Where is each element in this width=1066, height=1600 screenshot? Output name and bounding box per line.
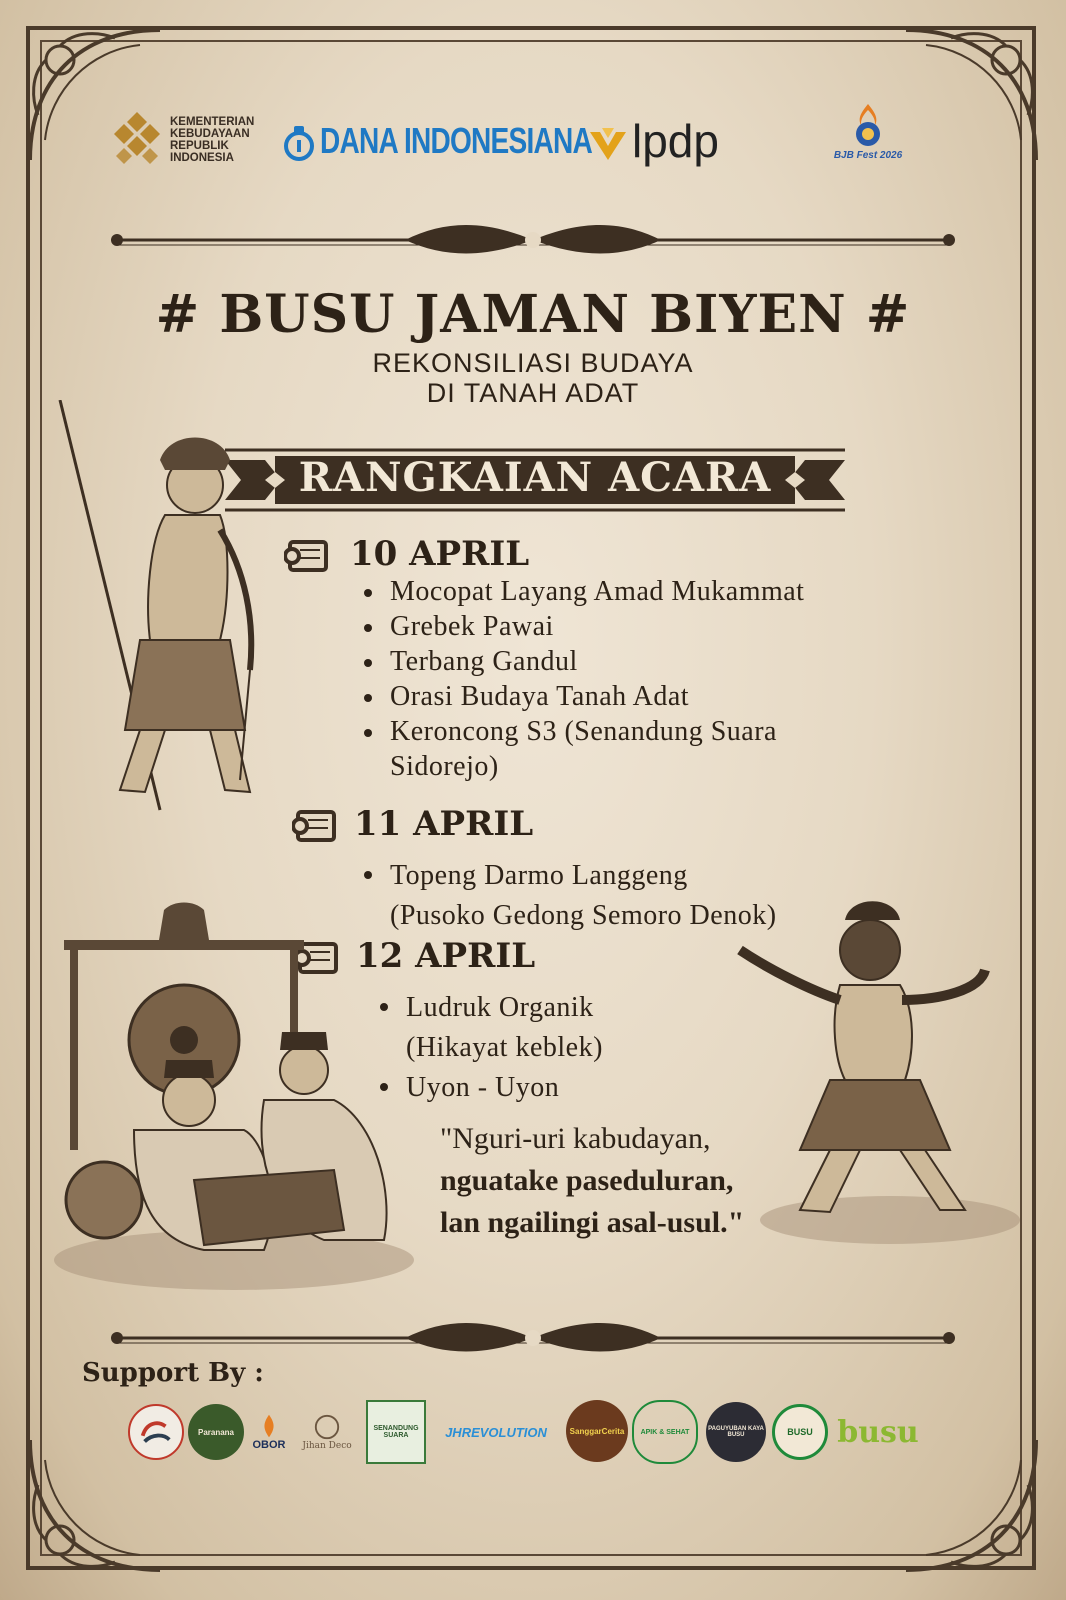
ornament-divider-top	[105, 220, 961, 260]
kementerian-line-4: INDONESIA	[170, 152, 234, 164]
quote-line-2: nguatake paseduluran,	[440, 1164, 734, 1197]
list-item: Ludruk Organik	[378, 988, 603, 1028]
scroll-icon	[284, 536, 332, 576]
sponsor-apik-logo	[632, 1400, 698, 1464]
kementerian-text	[170, 116, 280, 164]
day-3-date: 12 APRIL	[356, 936, 536, 976]
sponsor-1-logo	[128, 1404, 184, 1460]
day-1-events	[362, 574, 804, 784]
sponsor-sanggar-logo	[566, 1400, 628, 1462]
sponsor-senandung-logo	[366, 1400, 426, 1464]
schedule-banner-text: RANGKAIAN ACARA	[298, 454, 772, 501]
sponsor-apik-text: APIK & SEHAT	[640, 1428, 690, 1436]
day-2-events	[362, 856, 777, 936]
subtitle-line-1: REKONSILIASI BUDAYA	[372, 348, 694, 378]
kementerian-line-3: REPUBLIK	[170, 140, 229, 152]
dana-indonesiana-text: DANA INDONESIANA	[320, 120, 592, 161]
sponsor-senandung-text: SENANDUNG SUARA	[373, 1425, 419, 1439]
bjb-fest-logo	[828, 100, 908, 180]
day-1-date: 10 APRIL	[350, 534, 530, 574]
sponsor-jihan-text: Jihan Deco	[302, 1441, 352, 1451]
header-logos	[0, 100, 1066, 180]
schedule-banner	[225, 446, 845, 514]
list-item: Terbang Gandul	[362, 644, 804, 679]
sponsor-pkb-logo	[706, 1402, 766, 1462]
sponsor-jh-logo	[432, 1400, 560, 1464]
sponsor-obor-logo	[248, 1400, 290, 1464]
sponsor-obor-flame-icon	[256, 1413, 282, 1439]
bjb-fest-emblem-icon	[828, 100, 908, 150]
sponsor-pkb-text: PAGUYUBAN KAYA BUSU	[708, 1426, 764, 1438]
list-item: Mocopat Layang Amad Mukammat	[362, 574, 804, 609]
scroll-icon	[292, 806, 340, 846]
kementerian-emblem-icon	[112, 110, 162, 166]
list-item: Sidorejo)	[390, 751, 499, 782]
list-item: Topeng Darmo Langgeng	[362, 856, 777, 896]
list-item: Uyon - Uyon	[378, 1068, 603, 1108]
kementerian-logo	[112, 110, 272, 170]
quote-line-1: "Nguri-uri kabudayan,	[440, 1122, 711, 1155]
list-item: Keroncong S3 (Senandung Suara	[362, 714, 804, 749]
sponsor-jihan-emblem-icon	[307, 1413, 347, 1441]
sponsor-busu-circle-text: BUSU	[787, 1427, 813, 1437]
quote-line-3: lan ngailingi asal-usul."	[440, 1206, 745, 1239]
support-label: Support By :	[82, 1358, 264, 1388]
sponsor-paranana-text: Paranana	[197, 1427, 235, 1437]
dancer-figure-illustration	[720, 890, 1020, 1250]
bjb-fest-text: BJB Fest 2026	[833, 150, 903, 161]
gamelan-musicians-illustration	[44, 900, 424, 1300]
sponsor-paranana-logo	[188, 1404, 244, 1460]
dana-indonesiana-icon	[282, 122, 316, 162]
sponsor-busu-circle-logo	[772, 1404, 828, 1460]
lpdp-text: lpdp	[632, 115, 719, 167]
sponsor-obor-text: OBOR	[252, 1439, 286, 1451]
list-item: Orasi Budaya Tanah Adat	[362, 679, 804, 714]
lpdp-flame-icon	[588, 124, 628, 164]
sponsor-1-mark-icon	[137, 1413, 175, 1451]
kementerian-line-2: KEBUDAYAAN	[170, 128, 250, 140]
sponsor-sanggar-text: SanggarCerita	[569, 1426, 625, 1436]
day-2-date: 11 APRIL	[354, 804, 534, 844]
sponsor-jihan-logo	[294, 1400, 360, 1464]
subtitle-line-2: DI TANAH ADAT	[426, 378, 640, 408]
sponsor-busu-text: busu	[837, 1414, 919, 1450]
kementerian-line-1: KEMENTERIAN	[170, 116, 255, 128]
list-item: (Hikayat keblek)	[406, 1032, 603, 1063]
sponsor-busu-logo	[836, 1400, 920, 1464]
ornament-divider-bottom	[105, 1318, 961, 1358]
sponsor-jh-text: JHREVOLUTION	[445, 1424, 547, 1440]
list-item: (Pusoko Gedong Semoro Denok)	[390, 900, 777, 931]
list-item: Grebek Pawai	[362, 609, 804, 644]
event-title: # BUSU JAMAN BIYEN #	[155, 284, 911, 345]
wayang-figure-illustration	[30, 400, 270, 820]
